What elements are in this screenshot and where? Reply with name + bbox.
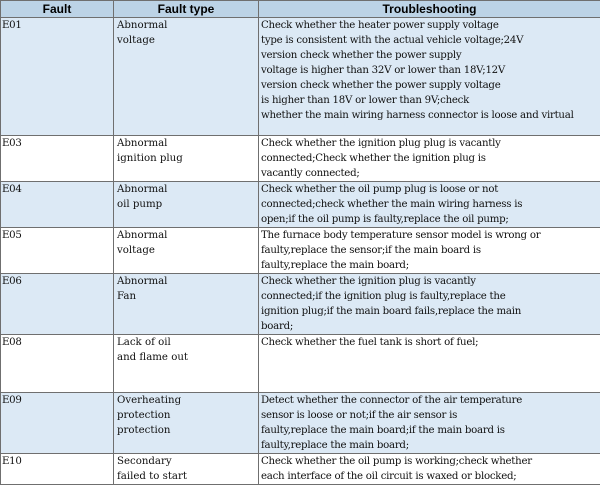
fault-code: E08 [1, 335, 114, 393]
fault-type: Secondary failed to start [114, 454, 259, 485]
troubleshooting-text: The furnace body temperature sensor model is wrong or faulty,replace the sensor;if the main board is faulty,replace the main board; [259, 228, 600, 274]
troubleshooting-text: Check whether the ignition plug is vacantly connected;if the ignition plug is faulty,replace the ignition plug;if the main board fails,replace the main board; [259, 274, 600, 335]
table-row [1, 335, 600, 393]
fault-code: E04 [1, 182, 114, 228]
header-fault: Fault [1, 1, 114, 18]
table-row [1, 18, 600, 136]
fault-code: E06 [1, 274, 114, 335]
table-row [1, 228, 600, 274]
fault-code: E10 [1, 454, 114, 485]
fault-type: Abnormal ignition plug [114, 136, 259, 182]
fault-code: E05 [1, 228, 114, 274]
troubleshooting-text: Check whether the ignition plug plug is vacantly connected;Check whether the ignition plug is vacantly connected; [259, 136, 600, 182]
table-header [1, 1, 600, 18]
table-row [1, 136, 600, 182]
troubleshooting-text: Check whether the oil pump is working;check whether each interface of the oil circuit is waxed or blocked; [259, 454, 600, 485]
fault-code: E01 [1, 18, 114, 136]
table-body [1, 18, 600, 485]
fault-type: Abnormal oil pump [114, 182, 259, 228]
table-row [1, 393, 600, 454]
header-row [1, 1, 600, 18]
troubleshooting-text: Check whether the oil pump plug is loose or not connected;check whether the main wiring harness is open;if the oil pump is faulty,replace the oil pump; [259, 182, 600, 228]
fault-code: E03 [1, 136, 114, 182]
fault-code: E09 [1, 393, 114, 454]
header-troubleshooting: Troubleshooting [259, 1, 600, 18]
fault-type: Abnormal voltage [114, 228, 259, 274]
fault-type: Abnormal Fan [114, 274, 259, 335]
troubleshooting-text: Check whether the fuel tank is short of fuel; [259, 335, 600, 393]
troubleshooting-text: Detect whether the connector of the air temperature sensor is loose or not;if the air sensor is faulty,replace the main board;if the main board is faulty,replace the main board; [259, 393, 600, 454]
table-row [1, 274, 600, 335]
table-row [1, 182, 600, 228]
table-row [1, 454, 600, 485]
fault-type: Overheating protection protection [114, 393, 259, 454]
header-fault-type: Fault type [114, 1, 259, 18]
fault-type: Abnormal voltage [114, 18, 259, 136]
fault-type: Lack of oil and flame out [114, 335, 259, 393]
troubleshooting-text: Check whether the heater power supply voltage type is consistent with the actual vehicle voltage;24V version check whether the power supply voltage is higher than 32V or lower than 18V;12V version check whether the power supply voltage is higher than 18V or lower than 9V;check whether the main wiring harness connector is loose and virtual [259, 18, 600, 136]
